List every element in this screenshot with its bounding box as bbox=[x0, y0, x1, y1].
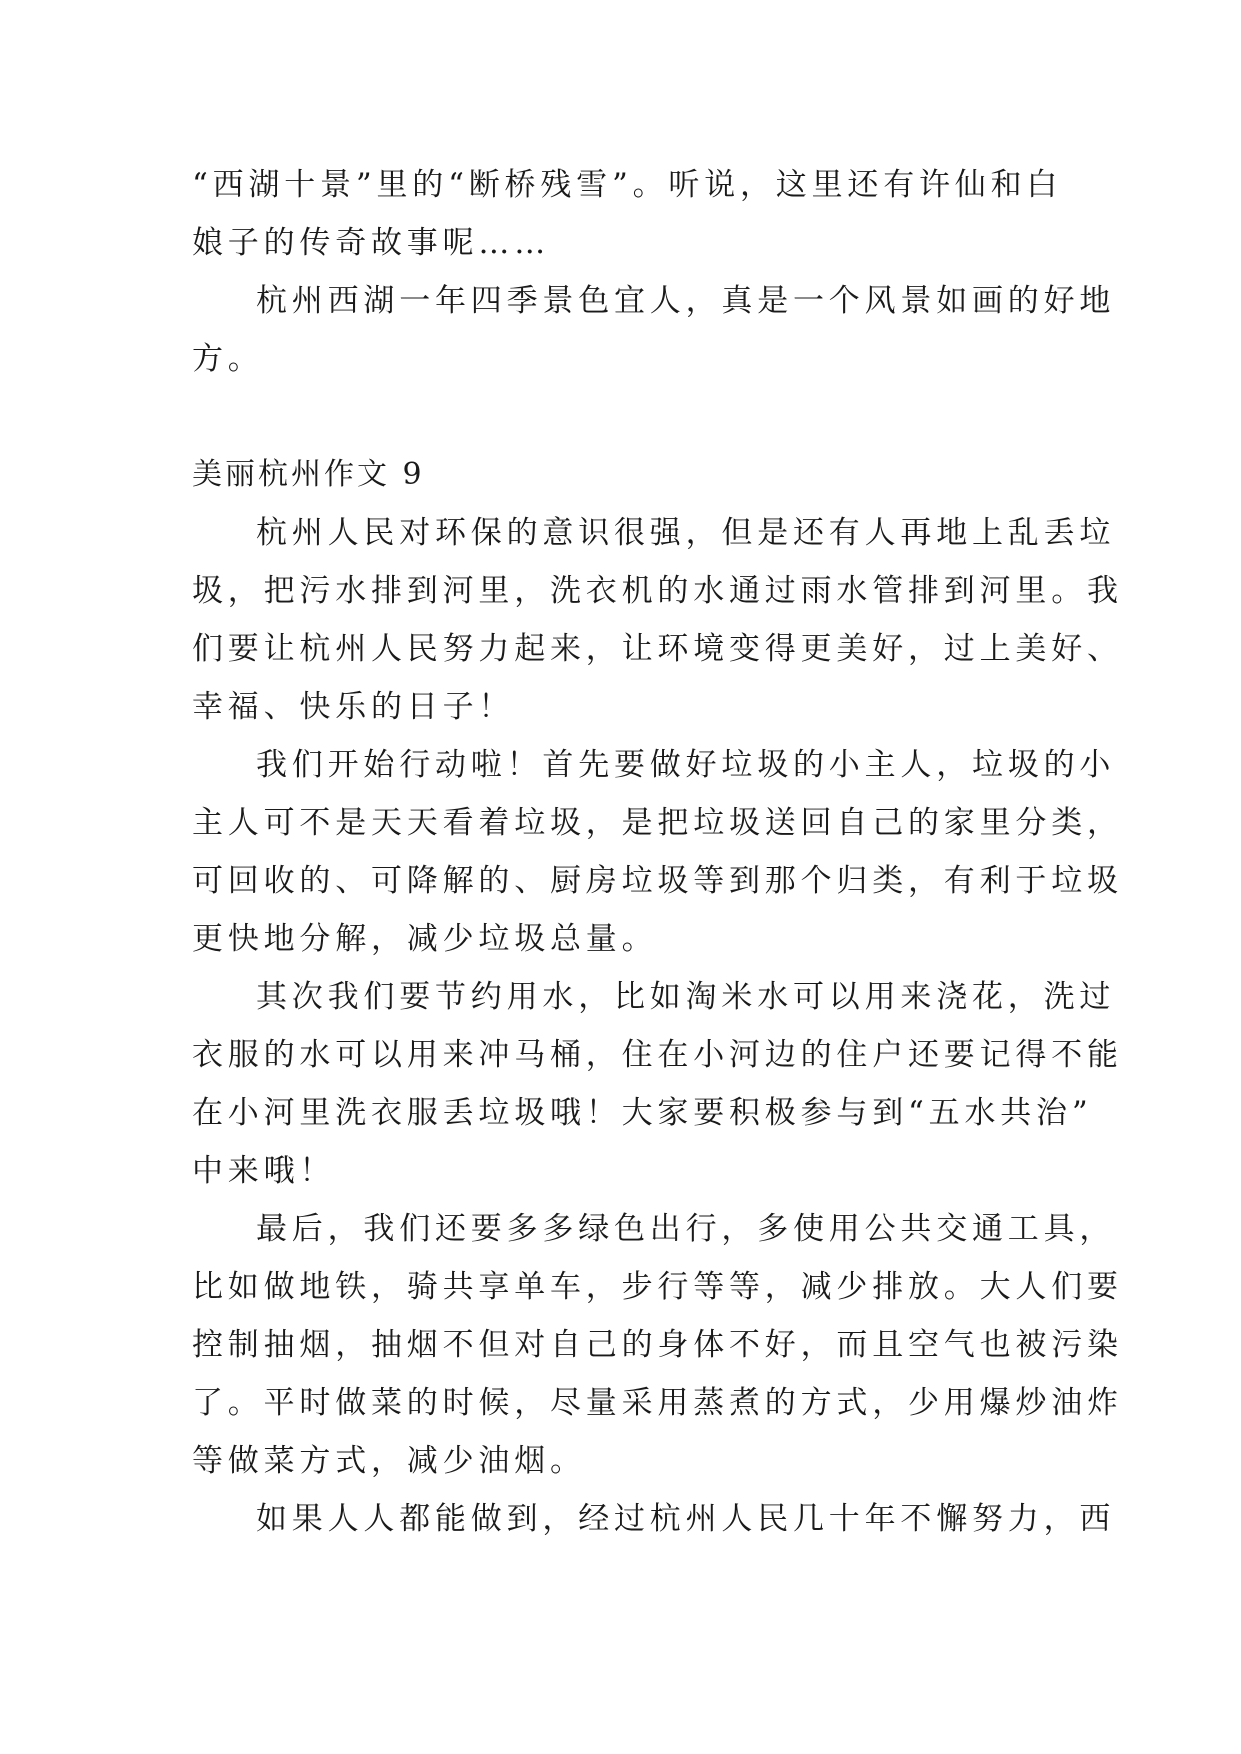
section-title: 美丽杭州作文 9 bbox=[192, 457, 425, 492]
text-line: 方。 bbox=[192, 341, 264, 377]
paragraph bbox=[192, 968, 1123, 1200]
text-line: 可回收的、可降解的、厨房垃圾等到那个归类，有利于垃圾 bbox=[192, 863, 1123, 899]
text-line: 杭州人民对环保的意识很强，但是还有人再地上乱丢垃 bbox=[256, 515, 1116, 551]
document-page bbox=[192, 156, 1123, 1548]
text-line: 幸福、快乐的日子！ bbox=[192, 689, 515, 725]
text-line: 中来哦！ bbox=[192, 1153, 336, 1189]
text-line: 如果人人都能做到，经过杭州人民几十年不懈努力，西 bbox=[256, 1501, 1116, 1537]
text-line: 了。平时做菜的时候，尽量采用蒸煮的方式，少用爆炒油炸 bbox=[192, 1385, 1123, 1421]
text-line: 比如做地铁，骑共享单车，步行等等，减少排放。大人们要 bbox=[192, 1269, 1123, 1305]
text-line: 主人可不是天天看着垃圾，是把垃圾送回自己的家里分类， bbox=[192, 805, 1123, 841]
text-line: 们要让杭州人民努力起来，让环境变得更美好，过上美好、 bbox=[192, 631, 1123, 667]
section-spacer bbox=[192, 388, 1052, 446]
text-line: 娘子的传奇故事呢…… bbox=[192, 225, 550, 261]
text-line: 圾，把污水排到河里，洗衣机的水通过雨水管排到河里。我 bbox=[192, 573, 1123, 609]
text-line: 控制抽烟，抽烟不但对自己的身体不好，而且空气也被污染 bbox=[192, 1327, 1123, 1363]
text-line: 更快地分解，减少垃圾总量。 bbox=[192, 921, 658, 957]
text-line: 最后，我们还要多多绿色出行，多使用公共交通工具， bbox=[256, 1211, 1116, 1247]
text-line: “西湖十景”里的“断桥残雪”。听说，这里还有许仙和白 bbox=[192, 167, 1063, 203]
text-line: 衣服的水可以用来冲马桶，住在小河边的住户还要记得不能 bbox=[192, 1037, 1123, 1073]
paragraph bbox=[192, 1200, 1123, 1490]
text-line: 杭州西湖一年四季景色宜人，真是一个风景如画的好地 bbox=[256, 283, 1116, 319]
text-line: 我们开始行动啦！首先要做好垃圾的小主人，垃圾的小 bbox=[256, 747, 1116, 783]
text-line: 其次我们要节约用水，比如淘米水可以用来浇花，洗过 bbox=[256, 979, 1116, 1015]
paragraph bbox=[192, 272, 1116, 388]
paragraph bbox=[192, 1490, 1116, 1548]
text-line: 在小河里洗衣服丢垃圾哦！大家要积极参与到“五水共治” bbox=[192, 1095, 1093, 1131]
text-line: 等做菜方式，减少油烟。 bbox=[192, 1443, 586, 1479]
paragraph bbox=[192, 736, 1123, 968]
paragraph bbox=[192, 504, 1123, 736]
paragraph bbox=[192, 156, 1063, 272]
